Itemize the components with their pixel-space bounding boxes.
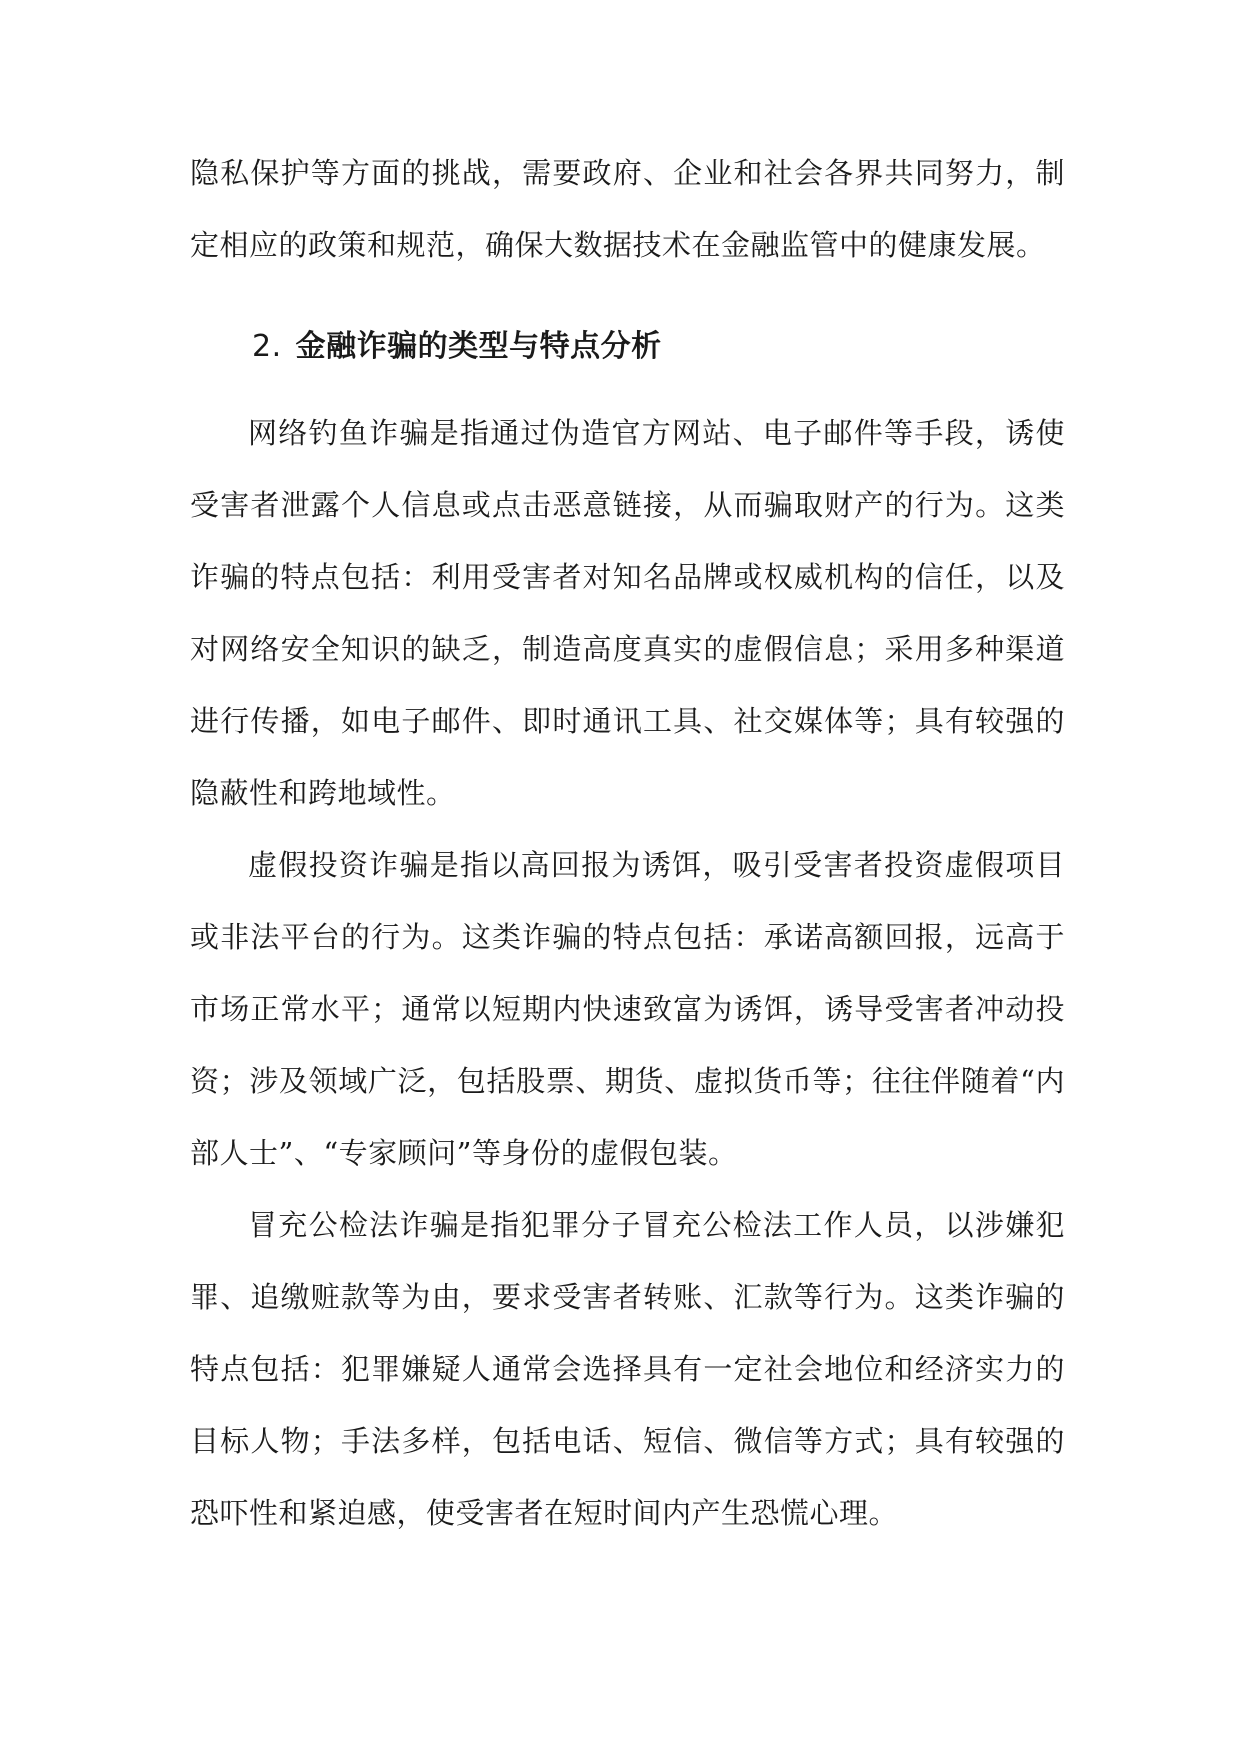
paragraph-phishing-fraud: 网络钓鱼诈骗是指通过伪造官方网站、电子邮件等手段，诱使受害者泄露个人信息或点击恶意链接，从而骗取财产的行为。这类诈骗的特点包括：利用受害者对知名品牌或权威机构的信任，以及对网络安全知识的缺乏，制造高度真实的虚假信息；采用多种渠道进行传播，如电子邮件、即时通讯工具、社交媒体等；具有较强的隐蔽性和跨地域性。 bbox=[190, 416, 1065, 810]
section-heading bbox=[190, 319, 1065, 375]
paragraph-impersonation-fraud: 冒充公检法诈骗是指犯罪分子冒充公检法工作人员，以涉嫌犯罪、追缴赃款等为由，要求受害者转账、汇款等行为。这类诈骗的特点包括：犯罪嫌疑人通常会选择具有一定社会地位和经济实力的目标人物；手法多样，包括电话、短信、微信等方式；具有较强的恐吓性和紧迫感，使受害者在短时间内产生恐慌心理。 bbox=[190, 1208, 1065, 1530]
continuation-paragraph: 隐私保护等方面的挑战，需要政府、企业和社会各界共同努力，制定相应的政策和规范，确保大数据技术在金融监管中的健康发展。 bbox=[190, 156, 1065, 262]
section-title: 金融诈骗的类型与特点分析 bbox=[295, 329, 662, 364]
section-number: 2. bbox=[252, 329, 282, 364]
document-body bbox=[190, 137, 1065, 1549]
paragraph-investment-fraud: 虚假投资诈骗是指以高回报为诱饵，吸引受害者投资虚假项目或非法平台的行为。这类诈骗的特点包括：承诺高额回报，远高于市场正常水平；通常以短期内快速致富为诱饵，诱导受害者冲动投资；涉及领域广泛，包括股票、期货、虚拟货币等；往往伴随着“内部人士”、“专家顾问”等身份的虚假包装。 bbox=[190, 848, 1065, 1170]
